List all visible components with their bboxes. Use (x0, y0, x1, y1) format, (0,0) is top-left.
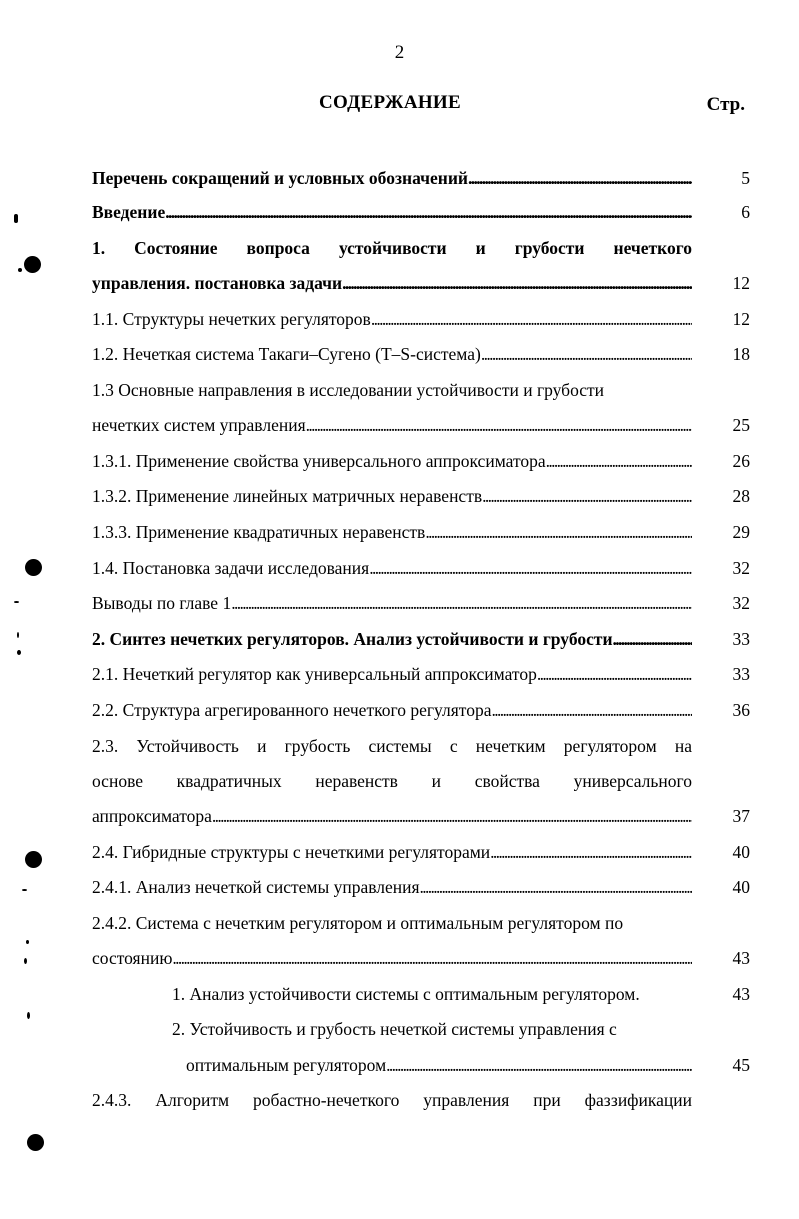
toc-entry: 1.4. Постановка задачи исследования . . . (92, 556, 692, 580)
toc-entry: нечетких систем управления . . . (92, 413, 692, 437)
toc-page: 32 (732, 593, 750, 613)
toc-entry: 2. Синтез нечетких регуляторов. Анализ устойчивости и грубости . . . (92, 627, 692, 651)
toc-entry: Выводы по главе 1 . . . (92, 591, 692, 615)
punch-hole-mark (25, 851, 42, 868)
toc-entry: 1.3.1. Применение свойства универсального аппроксиматора . . . (92, 449, 692, 473)
toc-entry: основе квадратичных неравенств и свойства универсального (92, 771, 692, 791)
toc-entry: 1.3 Основные направления в исследовании устойчивости и грубости (92, 380, 605, 400)
toc-page: 12 (732, 309, 750, 329)
punch-hole-mark (24, 256, 41, 273)
toc-entry: 2.4.1. Анализ нечеткой системы управления . . . (92, 875, 692, 899)
toc-entry: оптимальным регулятором . . . (186, 1053, 692, 1077)
toc-page: 12 (732, 273, 750, 293)
toc-entry: 2.4.2. Система с нечетким регулятором и оптимальным регулятором по (92, 913, 624, 933)
toc-entry: 2.4. Гибридные структуры с нечеткими регуляторами . . . (92, 840, 692, 864)
page-title: СОДЕРЖАНИЕ (319, 92, 461, 113)
scan-speck (24, 958, 27, 964)
toc-entry: аппроксиматора . . . (92, 804, 692, 828)
page-number: 2 (394, 42, 405, 63)
toc-entry: Перечень сокращений и условных обозначений . . . (92, 166, 692, 190)
toc-page: 37 (732, 806, 750, 826)
toc-page: 6 (741, 202, 750, 222)
toc-entry: 1. Состояние вопроса устойчивости и грубости нечеткого (92, 238, 692, 258)
toc-page: 40 (732, 842, 750, 862)
toc-page: 25 (732, 415, 750, 435)
scan-speck (22, 889, 27, 891)
toc-entry: состоянию . . . (92, 946, 692, 970)
toc-entry: 1.3.3. Применение квадратичных неравенств . . . (92, 520, 692, 544)
punch-hole-mark (27, 1134, 44, 1151)
scan-speck (26, 940, 29, 944)
toc-entry: 1.1. Структуры нечетких регуляторов . . . (92, 307, 692, 331)
toc-page: 18 (732, 344, 750, 364)
toc-page: 5 (741, 168, 750, 188)
toc-page: 45 (732, 1055, 750, 1075)
toc-entry: 2.3. Устойчивость и грубость системы с нечетким регулятором на (92, 736, 692, 756)
toc-entry: 1.2. Нечеткая система Такаги–Сугено (T–S-система) . . . (92, 342, 692, 366)
scan-speck (14, 601, 19, 603)
scan-speck (27, 1012, 30, 1019)
page-column-label: Стр. (706, 94, 745, 115)
scan-speck (17, 632, 19, 638)
scan-speck (18, 268, 22, 272)
toc-page: 26 (732, 451, 750, 471)
toc-page: 36 (732, 700, 750, 720)
toc-page: 29 (732, 522, 750, 542)
toc-page: 40 (732, 877, 750, 897)
toc-page: 33 (732, 629, 750, 649)
scan-speck (14, 214, 18, 223)
toc-page: 28 (732, 486, 750, 506)
punch-hole-mark (25, 559, 42, 576)
toc-entry: 1.3.2. Применение линейных матричных неравенств . . . (92, 484, 692, 508)
toc-entry: 2.2. Структура агрегированного нечеткого регулятора . . . (92, 698, 692, 722)
toc-entry: Введение . . . (92, 200, 692, 224)
toc-page: 33 (732, 664, 750, 684)
toc-entry: 2.1. Нечеткий регулятор как универсальный аппроксиматор . . . (92, 662, 692, 686)
toc-entry: 2.4.3. Алгоритм робастно-нечеткого управления при фаззификации (92, 1090, 692, 1110)
toc-page: 32 (732, 558, 750, 578)
scan-speck (17, 650, 21, 655)
toc-entry: 1. Анализ устойчивости системы с оптимальным регулятором. (172, 984, 640, 1004)
toc-page: 43 (732, 984, 750, 1004)
toc-entry: управления. постановка задачи . . . (92, 271, 692, 295)
toc-entry: 2. Устойчивость и грубость нечеткой системы управления с (172, 1019, 617, 1039)
toc-page: 43 (732, 948, 750, 968)
